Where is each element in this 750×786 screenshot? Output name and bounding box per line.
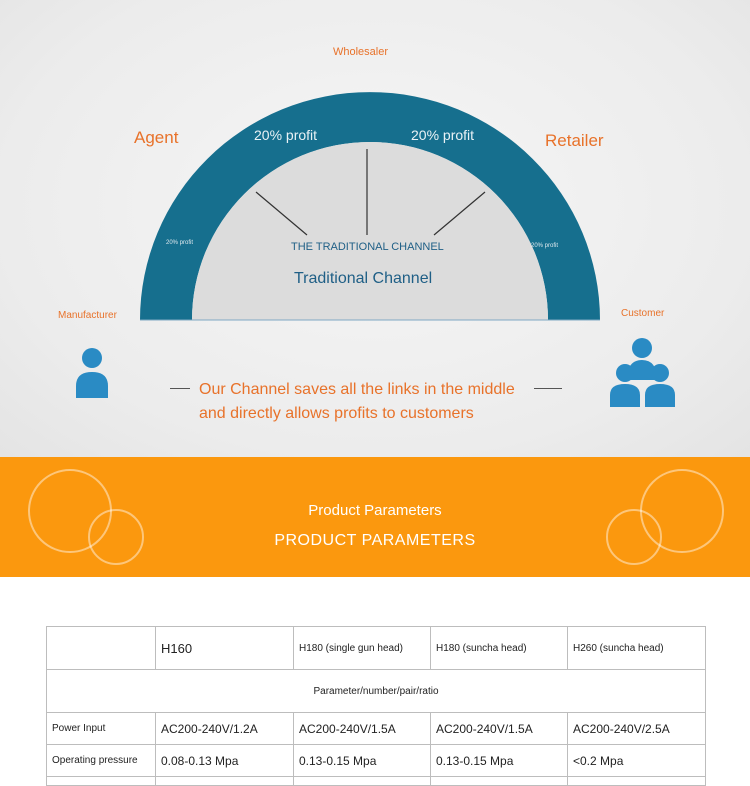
product-parameters-banner [0, 457, 750, 577]
profit-label-left: 20% profit [254, 127, 318, 143]
model-h180-suncha: H180 (suncha head) [431, 627, 568, 670]
blank-cell [156, 777, 294, 786]
tagline-line-2: and directly allows profits to customers [199, 405, 474, 422]
header-empty-cell [47, 627, 156, 670]
cell-value: AC200-240V/1.5A [294, 713, 431, 745]
table-header-row [47, 627, 706, 670]
cell-value: 0.13-0.15 Mpa [294, 745, 431, 777]
cell-value: AC200-240V/1.2A [156, 713, 294, 745]
cell-value: <0.2 Mpa [568, 745, 706, 777]
cell-value: 0.08-0.13 Mpa [156, 745, 294, 777]
profit-label-small-right: 20% profit [531, 243, 559, 249]
customer-group-icon [610, 338, 675, 407]
channel-caption: THE TRADITIONAL CHANNEL [291, 241, 444, 253]
tagline-line-1: Our Channel saves all the links in the middle [199, 381, 515, 398]
table-section-row [47, 670, 706, 713]
tagline-dash-left [170, 388, 190, 389]
blank-cell [47, 777, 156, 786]
wholesaler-label: Wholesaler [333, 46, 389, 58]
agent-label: Agent [134, 128, 179, 147]
table-row [47, 777, 706, 786]
row-name: Power Input [47, 713, 156, 745]
parameters-table [46, 626, 706, 786]
tagline [199, 378, 515, 426]
cell-value: 0.13-0.15 Mpa [431, 745, 568, 777]
manufacturer-person-icon [76, 348, 108, 398]
cell-value: AC200-240V/1.5A [431, 713, 568, 745]
tagline-dash-right [534, 388, 562, 389]
table-row [47, 713, 706, 745]
banner-subtitle: PRODUCT PARAMETERS [274, 532, 476, 549]
blank-cell [294, 777, 431, 786]
model-h180-single: H180 (single gun head) [294, 627, 431, 670]
row-name: Operating pressure [47, 745, 156, 777]
profit-label-right: 20% profit [411, 127, 475, 143]
channel-title: Traditional Channel [294, 270, 433, 287]
manufacturer-label: Manufacturer [58, 310, 117, 321]
blank-cell [431, 777, 568, 786]
banner-title: Product Parameters [308, 502, 442, 519]
blank-cell [568, 777, 706, 786]
model-h260-suncha: H260 (suncha head) [568, 627, 706, 670]
cell-value: AC200-240V/2.5A [568, 713, 706, 745]
customer-label: Customer [621, 308, 665, 319]
table-row [47, 745, 706, 777]
retailer-label: Retailer [545, 131, 604, 150]
profit-label-small-left: 20% profit [166, 240, 194, 246]
section-label: Parameter/number/pair/ratio [47, 670, 706, 713]
model-h160: H160 [156, 627, 294, 670]
